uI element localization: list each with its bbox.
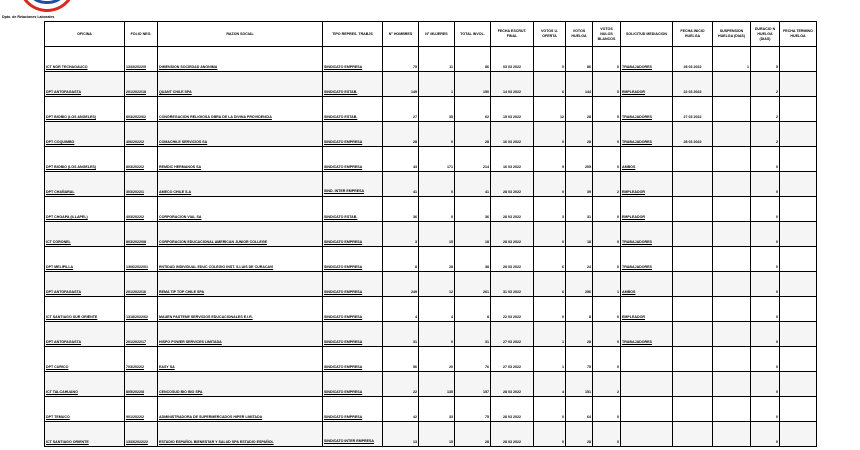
table-cell: AMECO CHILE S.A: [158, 172, 323, 197]
table-cell: 41: [455, 172, 491, 197]
table-cell: [780, 272, 817, 297]
table-cell: 803/2022/62: [125, 97, 158, 122]
table-cell: TRABAJADORES: [621, 222, 673, 247]
table-cell: 0: [593, 297, 621, 322]
table-row: [45, 72, 817, 97]
table-cell: 2: [751, 122, 780, 147]
table-cell: EMPLEADOR: [621, 197, 673, 222]
column-header: TIPO REPRES. TRABJS: [323, 22, 383, 47]
table-cell: TRABAJADORES: [621, 122, 673, 147]
table-cell: SINDICATO INTER EMPRESA: [323, 422, 383, 447]
table-cell: [673, 322, 713, 347]
table-cell: 901/2022/2: [125, 397, 158, 422]
table-cell: 1: [534, 347, 566, 372]
column-header: TOTAL INVOL.: [455, 22, 491, 47]
table-cell: 4: [383, 297, 419, 322]
table-cell: 62: [455, 97, 491, 122]
table-cell: 13: [383, 422, 419, 447]
table-cell: 14 03 2022: [491, 72, 534, 97]
table-cell: 135: [419, 372, 455, 397]
table-cell: AMBOS: [621, 147, 673, 172]
table-cell: 28 03 2022: [673, 47, 713, 72]
table-cell: 27 03 2022: [673, 97, 713, 122]
table-cell: 0: [751, 297, 780, 322]
table-cell: SINDICATO ESTAB.: [323, 72, 383, 97]
table-cell: 31: [383, 322, 419, 347]
table-cell: [780, 47, 817, 72]
ministry-logo: [18, 0, 76, 12]
table-cell: 6: [534, 272, 566, 297]
table-cell: CORPORACION VIAL SA: [158, 197, 323, 222]
table-cell: HISPO POWER SERVICES LIMITADA: [158, 322, 323, 347]
table-cell: SINDICATO EMPRESA: [323, 397, 383, 422]
table-cell: 27 03 2022: [491, 322, 534, 347]
table-cell: 703/2022/2: [125, 347, 158, 372]
table-cell: 0: [419, 197, 455, 222]
table-cell: 4: [534, 372, 566, 397]
table-cell: 171: [419, 147, 455, 172]
table-cell: CENCOSUD BIO BIO SPA: [158, 372, 323, 397]
table-cell: EMPLEADOR: [621, 72, 673, 97]
table-cell: 803/2022/2: [125, 147, 158, 172]
table-row: [45, 97, 817, 122]
table-cell: 0: [534, 297, 566, 322]
table-cell: 27: [383, 97, 419, 122]
table-cell: 86: [455, 47, 491, 72]
table-cell: 28: [566, 322, 593, 347]
table-cell: 20: [419, 347, 455, 372]
table-cell: 256: [566, 272, 593, 297]
table-cell: 0: [419, 172, 455, 197]
column-header: N° MUJERES: [419, 22, 455, 47]
strikes-table: [44, 21, 817, 447]
table-cell: 201/2022/18: [125, 72, 158, 97]
table-cell: [673, 422, 713, 447]
table-cell: 0: [593, 47, 621, 72]
table-cell: [621, 347, 673, 372]
table-cell: 0: [751, 147, 780, 172]
table-cell: SINDICATO EMPRESA: [323, 122, 383, 147]
table-cell: 28 03 2022: [491, 372, 534, 397]
table-cell: 28 03 2022: [491, 422, 534, 447]
table-cell: 28 03 2022: [491, 172, 534, 197]
table-cell: 28 03 2022: [491, 397, 534, 422]
table-cell: 303/2022/1: [125, 172, 158, 197]
table-cell: 22: [383, 372, 419, 397]
table-row: [45, 372, 817, 397]
table-cell: 12: [534, 97, 566, 122]
table-cell: 9: [534, 147, 566, 172]
table-cell: DPT CHAÑARAL: [45, 172, 125, 197]
table-cell: [621, 372, 673, 397]
table-cell: 03 03 2022: [491, 47, 534, 72]
table-cell: 36: [455, 197, 491, 222]
column-header: SUSPENSION HUELGA (DIAS): [713, 22, 751, 47]
table-cell: [673, 347, 713, 372]
table-cell: 28: [419, 247, 455, 272]
table-cell: 805/2022/8: [125, 372, 158, 397]
table-cell: DPT COQUIMBO: [45, 122, 125, 147]
table-cell: [621, 397, 673, 422]
table-cell: ICT SANTIAGO SUR ORIENTE: [45, 297, 125, 322]
table-cell: [713, 372, 751, 397]
table-cell: 6: [534, 72, 566, 97]
table-cell: 0: [751, 347, 780, 372]
table-cell: QUANT CHILE SPA: [158, 72, 323, 97]
table-cell: 0: [534, 122, 566, 147]
table-cell: [780, 222, 817, 247]
table-cell: 5: [751, 47, 780, 72]
table-cell: 16 03 2022: [491, 122, 534, 147]
table-cell: 144: [566, 72, 593, 97]
table-cell: EMPLEADOR: [621, 297, 673, 322]
table-cell: ESTADIO ESPAÑOL BIENESTAR Y SALUD SPA ESTADIO ESPAÑOL: [158, 422, 323, 447]
table-cell: SINDICATO EMPRESA: [323, 47, 383, 72]
table-cell: 6: [534, 247, 566, 272]
column-header: FOLIO NEG.: [125, 22, 158, 47]
table-cell: 1: [593, 272, 621, 297]
table-cell: 22 03 2022: [491, 297, 534, 322]
table-cell: 205: [566, 147, 593, 172]
table-cell: SINDICATO EMPRESA: [323, 272, 383, 297]
table-cell: [780, 397, 817, 422]
table-cell: [780, 122, 817, 147]
table-cell: [713, 147, 751, 172]
column-header: FECHA TERMINO HUELGA: [780, 22, 817, 47]
table-cell: 28: [455, 122, 491, 147]
table-cell: [713, 397, 751, 422]
table-cell: 39: [566, 172, 593, 197]
table-cell: 0: [751, 272, 780, 297]
table-cell: SINDICATO EMPRESA: [323, 247, 383, 272]
table-cell: 0: [751, 422, 780, 447]
table-cell: 15 03 2022: [491, 97, 534, 122]
table-cell: [780, 97, 817, 122]
table-cell: 86: [566, 47, 593, 72]
table-cell: 0: [751, 247, 780, 272]
table-cell: 1333/2022/9: [125, 47, 158, 72]
table-row: [45, 47, 817, 72]
table-cell: 0: [419, 122, 455, 147]
table-cell: 0: [751, 322, 780, 347]
column-header: VOTOS U. OFERTA: [534, 22, 566, 47]
table-row: [45, 322, 817, 347]
table-cell: ICT SANTIAGO ORIENTE: [45, 422, 125, 447]
table-cell: 201/2022/17: [125, 322, 158, 347]
table-cell: 8: [455, 297, 491, 322]
table-cell: 24: [566, 247, 593, 272]
column-header: FECHA ESCRUT. FINAL: [491, 22, 534, 47]
column-header: N° HOMBRES: [383, 22, 419, 47]
table-cell: 151: [566, 372, 593, 397]
table-cell: EMPLEADOR: [621, 172, 673, 197]
table-cell: 0: [751, 372, 780, 397]
table-cell: [780, 422, 817, 447]
table-cell: ICT TALCAHUANO: [45, 372, 125, 397]
table-cell: DPT ANTOFAGASTA: [45, 272, 125, 297]
table-cell: 16 03 2022: [491, 147, 534, 172]
table-cell: 0: [593, 197, 621, 222]
table-cell: 42: [383, 397, 419, 422]
table-cell: 76: [455, 347, 491, 372]
table-cell: 1: [419, 72, 455, 97]
table-cell: 2: [751, 72, 780, 97]
table-cell: [673, 397, 713, 422]
table-cell: DPT CURICO: [45, 347, 125, 372]
table-cell: 0: [534, 397, 566, 422]
table-cell: 0: [534, 47, 566, 72]
table-cell: SINDICATO ESTAB.: [323, 97, 383, 122]
table-cell: 28 03 2022: [673, 122, 713, 147]
table-cell: SINDICATO EMPRESA: [323, 347, 383, 372]
table-cell: 149: [383, 72, 419, 97]
table-cell: 64: [566, 397, 593, 422]
table-cell: [780, 247, 817, 272]
table-row: [45, 122, 817, 147]
table-cell: [673, 272, 713, 297]
table-cell: 406/2022/2: [125, 122, 158, 147]
department-label: Dpto. de Relaciones Laborales: [2, 15, 55, 19]
table-row: [45, 222, 817, 247]
table-cell: [780, 172, 817, 197]
table-cell: DPT BIOBIO (LOS ANGELES): [45, 97, 125, 122]
column-header: DURACIO N HUELGA (DIAS): [751, 22, 780, 47]
table-cell: 35: [419, 97, 455, 122]
table-cell: SINDICATO EMPRESA: [323, 322, 383, 347]
table-cell: TRABAJADORES: [621, 247, 673, 272]
table-cell: 31: [566, 197, 593, 222]
table-cell: 31: [455, 322, 491, 347]
table-cell: SIND. INTER EMPRESA: [323, 172, 383, 197]
table-cell: DPT CHOAPA (ILLAPEL): [45, 197, 125, 222]
table-cell: 28: [455, 422, 491, 447]
column-header: VOTOS HUELGA: [566, 22, 593, 47]
table-cell: [713, 297, 751, 322]
table-cell: [780, 297, 817, 322]
table-cell: 1333/2022/22: [125, 422, 158, 447]
column-header: VOTOS NULOS BLANCOS: [593, 22, 621, 47]
table-row: [45, 272, 817, 297]
table-cell: SINDICATO ESTAB.: [323, 197, 383, 222]
table-cell: 11: [419, 47, 455, 72]
table-cell: 249: [383, 272, 419, 297]
table-cell: [780, 72, 817, 97]
table-cell: 28: [566, 422, 593, 447]
table-cell: 201/2022/16: [125, 272, 158, 297]
table-cell: EASY SA: [158, 347, 323, 372]
table-cell: 75: [383, 47, 419, 72]
table-cell: TRABAJADORES: [621, 47, 673, 72]
table-cell: [713, 222, 751, 247]
table-cell: 0: [593, 422, 621, 447]
table-cell: 28: [566, 122, 593, 147]
table-cell: [780, 372, 817, 397]
table-cell: 2: [593, 172, 621, 197]
table-cell: SINDICATO EMPRESA: [323, 222, 383, 247]
table-cell: [780, 147, 817, 172]
table-cell: [713, 272, 751, 297]
table-cell: 33: [419, 397, 455, 422]
table-cell: CORPORACION EDUCACIONAL AMERICAN JUNIOR COLLEGE: [158, 222, 323, 247]
table-cell: [673, 372, 713, 397]
table-cell: REMDIC HERMANOS SA: [158, 147, 323, 172]
table-header: [45, 22, 817, 47]
table-cell: 150: [455, 72, 491, 97]
table-cell: 157: [455, 372, 491, 397]
table-cell: [673, 172, 713, 197]
table-cell: 0: [593, 122, 621, 147]
table-cell: 2: [593, 372, 621, 397]
table-cell: 1: [713, 47, 751, 72]
table-row: [45, 297, 817, 322]
table-cell: 31 03 2022: [491, 272, 534, 297]
table-cell: 4: [419, 297, 455, 322]
table-cell: ADMINISTRADORA DE SUPERMERCADOS HIPER LIMITADA: [158, 397, 323, 422]
table-cell: DPT BIOBIO (LOS ANGELES): [45, 147, 125, 172]
table-cell: 15: [419, 222, 455, 247]
table-cell: 28: [566, 97, 593, 122]
table-cell: [673, 147, 713, 172]
table-cell: DPT ANTOFAGASTA: [45, 72, 125, 97]
table-cell: MAUEN PASTENE SERVICIOS EDUCACIONALES E.I.R.: [158, 297, 323, 322]
column-header: RAZON SOCIAL: [158, 22, 323, 47]
table-cell: 1: [534, 322, 566, 347]
table-cell: ICT CORONEL: [45, 222, 125, 247]
table-cell: 12: [419, 272, 455, 297]
table-cell: [780, 197, 817, 222]
table-cell: [780, 347, 817, 372]
table-cell: 28 03 2022: [491, 197, 534, 222]
table-cell: 56: [383, 347, 419, 372]
table-cell: 1306/2022/01: [125, 247, 158, 272]
table-cell: [713, 247, 751, 272]
table-cell: [780, 322, 817, 347]
table-cell: 0: [593, 397, 621, 422]
table-cell: 0: [419, 322, 455, 347]
table-cell: 1318/2022/62: [125, 297, 158, 322]
table-row: [45, 147, 817, 172]
table-row: [45, 347, 817, 372]
table-cell: SINDICATO EMPRESA: [323, 147, 383, 172]
table-cell: DPT MELIPILLA: [45, 247, 125, 272]
table-cell: REMA TIP TOP CHILE SPA: [158, 272, 323, 297]
table-cell: AMBOS: [621, 272, 673, 297]
table-cell: ICT NOR TECHAGAUCO: [45, 47, 125, 72]
table-row: [45, 397, 817, 422]
table-cell: 0: [593, 322, 621, 347]
table-cell: [713, 322, 751, 347]
table-cell: [713, 72, 751, 97]
table-cell: 43: [383, 147, 419, 172]
table-cell: ENTIDAD INDIVIDUAL EDUC COLEGIO INST. S.LUIS DE CURACAVI: [158, 247, 323, 272]
table-cell: 38: [455, 247, 491, 272]
table-cell: 75: [566, 347, 593, 372]
table-cell: [713, 122, 751, 147]
table-cell: COMACHILE SERVICIOS SA: [158, 122, 323, 147]
table-cell: [713, 422, 751, 447]
table-cell: [673, 197, 713, 222]
table-cell: 18: [566, 222, 593, 247]
table-cell: 0: [751, 172, 780, 197]
table-cell: [673, 222, 713, 247]
table-cell: [621, 422, 673, 447]
table-cell: DIMENSION SOCIEDAD ANONIMA: [158, 47, 323, 72]
table-cell: 8: [566, 297, 593, 322]
table-cell: [673, 297, 713, 322]
table-cell: 75: [455, 397, 491, 422]
table-cell: 261: [455, 272, 491, 297]
table-cell: 3: [383, 222, 419, 247]
table-cell: 0: [534, 422, 566, 447]
table-cell: SINDICATO EMPRESA: [323, 297, 383, 322]
table-cell: 3: [534, 197, 566, 222]
table-cell: [713, 172, 751, 197]
table-cell: CONGREGACION RELIGIOSA OBRA DE LA DIVINA PROVIDENCIA: [158, 97, 323, 122]
table-cell: 0: [593, 72, 621, 97]
table-cell: 28 03 2022: [491, 247, 534, 272]
table-cell: [673, 247, 713, 272]
table-cell: 0: [751, 397, 780, 422]
table-cell: 27 03 2022: [491, 347, 534, 372]
column-header: OFICINA: [45, 22, 125, 47]
table-cell: 28 03 2022: [491, 222, 534, 247]
column-header: FECHA INICIO HUELGA: [673, 22, 713, 47]
table-cell: [713, 197, 751, 222]
table-row: [45, 247, 817, 272]
table-cell: 15: [419, 422, 455, 447]
table-cell: 36: [383, 197, 419, 222]
table-cell: 0: [593, 247, 621, 272]
table-cell: 18: [455, 222, 491, 247]
column-header: SOLICITUD MEDIACION: [621, 22, 673, 47]
table-row: [45, 197, 817, 222]
table-cell: [713, 347, 751, 372]
table-cell: 2: [751, 97, 780, 122]
table-cell: 0: [751, 197, 780, 222]
table-cell: 0: [593, 347, 621, 372]
table-cell: TRABAJADORES: [621, 322, 673, 347]
table-cell: 0: [534, 172, 566, 197]
table-cell: SINDICATO EMPRESA: [323, 372, 383, 397]
table-cell: 41: [383, 172, 419, 197]
table-cell: 214: [455, 147, 491, 172]
table-cell: TRABAJADORES: [621, 97, 673, 122]
table-cell: DPT ANTOFAGASTA: [45, 322, 125, 347]
table-row: [45, 172, 817, 197]
table-cell: 0: [534, 222, 566, 247]
table-cell: 403/2022/2: [125, 197, 158, 222]
table-cell: 0: [593, 147, 621, 172]
table-cell: [713, 97, 751, 122]
table-cell: 0: [593, 222, 621, 247]
table-cell: 22 03 2022: [673, 72, 713, 97]
table-cell: 803/2022/08: [125, 222, 158, 247]
table-cell: DPT TEMUCO: [45, 397, 125, 422]
table-cell: 0: [751, 222, 780, 247]
table-cell: 0: [593, 97, 621, 122]
table-cell: 28: [383, 122, 419, 147]
table-row: [45, 422, 817, 447]
table-cell: 8: [383, 247, 419, 272]
